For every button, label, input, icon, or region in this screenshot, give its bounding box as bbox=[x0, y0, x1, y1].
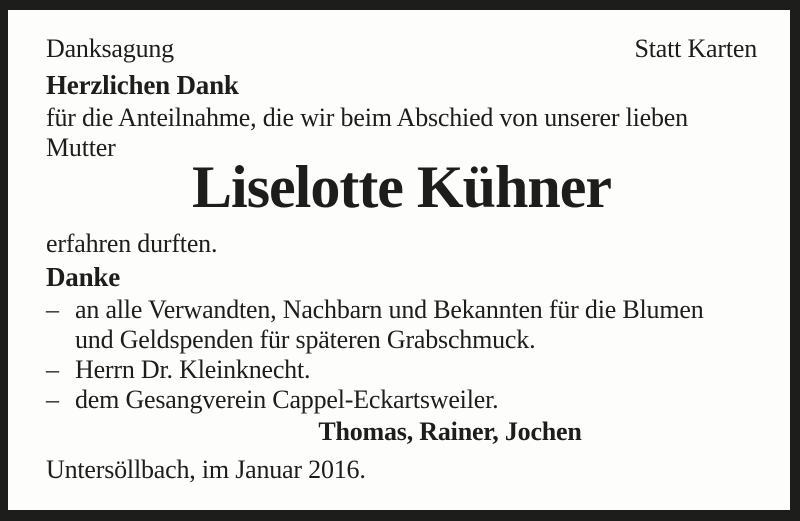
intro-line-1: für die Anteilnahme, die wir beim Abschied von unserer lieben bbox=[46, 103, 688, 132]
notice-content bbox=[8, 10, 790, 510]
list-item-1-line-1: an alle Verwandten, Nachbarn und Bekannten für die Blumen bbox=[75, 295, 704, 324]
danke-heading: Danke bbox=[46, 262, 121, 292]
notice-type-label: Danksagung bbox=[46, 34, 174, 63]
list-item-1-line-2: und Geldspenden für späteren Grabschmuck. bbox=[75, 325, 536, 354]
intro-line-2: Mutter bbox=[46, 133, 116, 162]
list-dash: – bbox=[46, 355, 59, 384]
family-names-signature: Thomas, Rainer, Jochen bbox=[318, 417, 582, 446]
list-item bbox=[46, 355, 757, 385]
list-dash: – bbox=[46, 385, 59, 414]
list-item bbox=[46, 385, 757, 415]
place-and-date: Untersöllbach, im Januar 2016. bbox=[46, 455, 366, 484]
thanks-list bbox=[46, 295, 757, 415]
deceased-name: Liselotte Kühner bbox=[192, 154, 611, 220]
after-name-text: erfahren durften. bbox=[46, 229, 218, 258]
thanks-heading: Herzlichen Dank bbox=[46, 70, 239, 100]
list-item-3-line-1: dem Gesangverein Cappel-Eckartsweiler. bbox=[75, 385, 499, 414]
notice-header bbox=[46, 34, 757, 64]
list-item bbox=[46, 295, 757, 355]
list-dash: – bbox=[46, 295, 59, 324]
list-item-2-line-1: Herrn Dr. Kleinknecht. bbox=[75, 355, 311, 384]
statt-karten-label: Statt Karten bbox=[634, 34, 757, 63]
list-item-text bbox=[75, 295, 757, 355]
list-item-text bbox=[75, 355, 757, 385]
list-item-text bbox=[75, 385, 757, 415]
